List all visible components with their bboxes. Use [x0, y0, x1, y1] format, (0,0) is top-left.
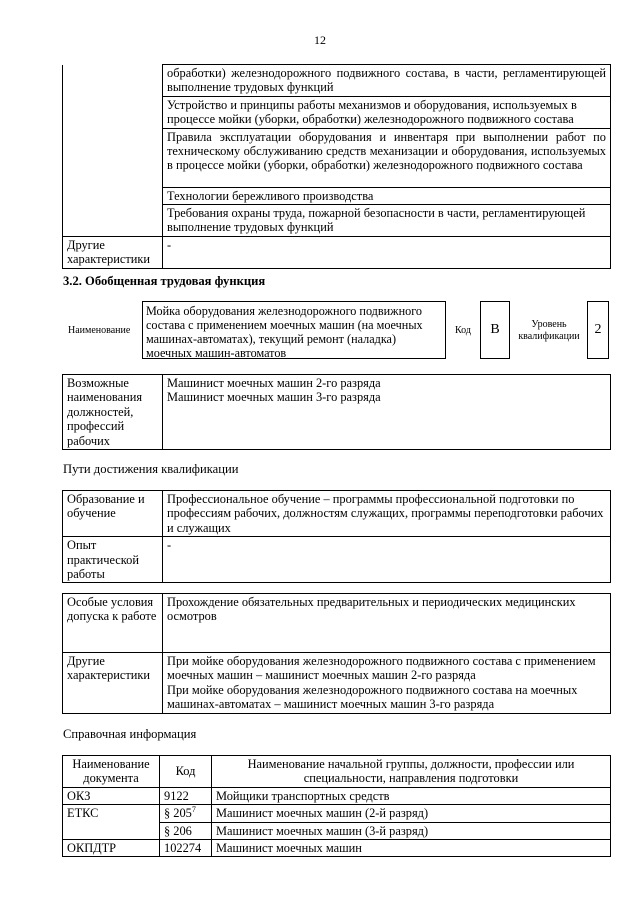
education-table: [62, 490, 611, 583]
characteristic-item: При мойке оборудования железнодорожного подвижного состава с применением моечных машин – машинист моечных машин 2-го разряда: [167, 654, 596, 683]
knowledge-item: Устройство и принципы работы механизмов и оборудования, используемых в процессе мойки (уборки, обработки) железнодорожного подвижного состава: [163, 96, 611, 128]
table-row: [63, 594, 611, 653]
code-value: B: [490, 322, 500, 337]
table-row: [63, 537, 611, 583]
table-row: [63, 653, 611, 714]
ref-code: § 206: [160, 822, 212, 839]
positions-table: [62, 374, 611, 450]
other-characteristics-values: [163, 653, 611, 714]
function-name-box: [142, 301, 446, 359]
table-header-row: [63, 756, 611, 788]
header-document: Наименование документа: [63, 756, 160, 788]
conditions-table: [62, 593, 611, 714]
other-characteristics-label: Другие характеристики: [63, 236, 163, 268]
knowledge-item: Требования охраны труда, пожарной безопасности в части, регламентирующей выполнение трудовых функций: [163, 205, 611, 237]
table-row: [63, 787, 611, 804]
knowledge-item: Технологии бережливого производства: [163, 187, 611, 204]
knowledge-table: [62, 64, 611, 269]
table-row: [63, 375, 611, 450]
positions-label: Возможные наименования должностей, профессий рабочих: [63, 375, 163, 450]
position-item: Машинист моечных машин 3-го разряда: [167, 390, 381, 405]
table-row: [63, 236, 611, 268]
ref-doc: ОКПДТР: [63, 840, 160, 857]
ref-doc: ОКЗ: [63, 787, 160, 804]
table-row: [63, 65, 611, 97]
table-row: [63, 840, 611, 857]
ref-code: § $205^7$: [160, 805, 212, 822]
table-row: [63, 805, 611, 822]
other-characteristics-label: Другие характеристики: [63, 653, 163, 714]
table-row: [63, 491, 611, 537]
page-number: 12: [314, 33, 326, 47]
other-characteristics-value: -: [163, 236, 611, 268]
section-title: 3.2. Обобщенная трудовая функция: [63, 274, 266, 288]
reference-title: Справочная информация: [63, 727, 197, 741]
experience-label: Опыт практической работы: [63, 537, 163, 583]
characteristic-item: При мойке оборудования железнодорожного подвижного состава на моечных машинах-автоматах – машинист моечных машин 3-го разряда: [167, 682, 578, 712]
table-cell-empty: [63, 65, 163, 237]
header-name: Наименование начальной группы, должности, профессии или специальности, направления подготовки: [212, 756, 611, 788]
reference-table: [62, 755, 611, 857]
conditions-label: Особые условия допуска к работе: [63, 594, 163, 653]
positions-values: [163, 375, 611, 450]
ref-name: Машинист моечных машин: [212, 840, 611, 857]
ref-doc: ЕТКС: [63, 805, 160, 840]
experience-value: -: [163, 537, 611, 583]
level-label: Уровень квалификации: [518, 319, 580, 342]
education-value: Профессиональное обучение – программы профессиональной подготовки по профессиям рабочих, должностям служащих, программы переподготовки рабочих и служащих: [163, 491, 611, 537]
position-item: Машинист моечных машин 2-го разряда: [167, 376, 381, 390]
ref-code: 9122: [160, 787, 212, 804]
code-label: Код: [455, 325, 471, 336]
ref-name: Мойщики транспортных средств: [212, 787, 611, 804]
qualification-title: Пути достижения квалификации: [63, 462, 239, 476]
name-label: Наименование: [68, 325, 131, 336]
ref-name: Машинист моечных машин (2-й разряд): [212, 805, 611, 822]
ref-name: Машинист моечных машин (3-й разряд): [212, 822, 611, 839]
knowledge-item: Правила эксплуатации оборудования и инвентаря при выполнении работ по техническому обслуживанию средств механизации и оборудования, используемых в процессе мойки (уборки, обработки) железнодорожного подвижного состава: [163, 128, 611, 187]
education-label: Образование и обучение: [63, 491, 163, 537]
footnote-mark: 7: [191, 805, 196, 815]
ref-code: 102274: [160, 840, 212, 857]
knowledge-item: обработки) железнодорожного подвижного состава, в части, регламентирующей выполнение трудовых функций: [163, 65, 611, 97]
function-name-value: Мойка оборудования железнодорожного подвижного состава с применением моечных машин (на моечных машинах-автоматах), текущий ремонт (наладка) моечных машин-автоматов: [146, 304, 423, 360]
code-value-box: [480, 301, 510, 359]
level-value: 2: [594, 322, 602, 337]
header-code: Код: [160, 756, 212, 788]
level-value-box: [587, 301, 609, 359]
conditions-value: Прохождение обязательных предварительных и периодических медицинских осмотров: [163, 594, 611, 653]
